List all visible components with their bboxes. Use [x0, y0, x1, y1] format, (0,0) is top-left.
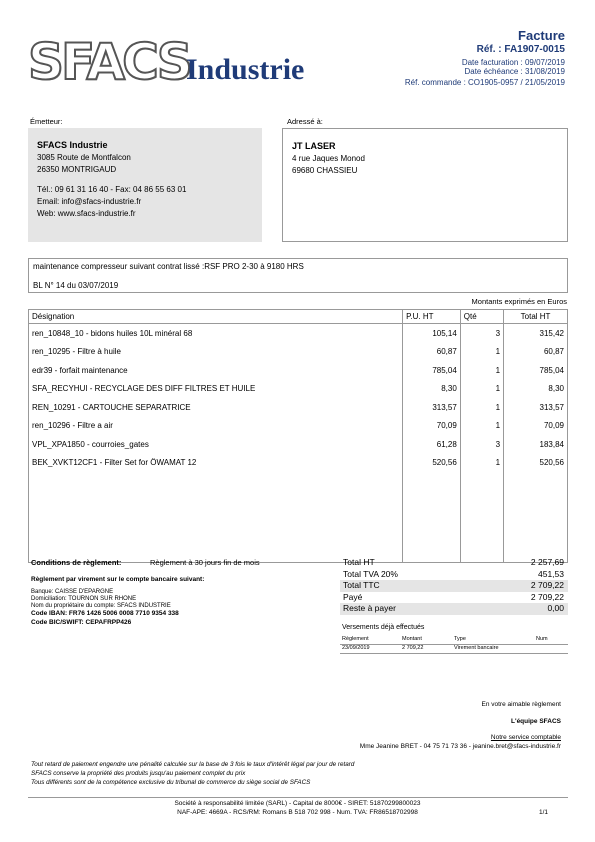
cell-unit-price: 8,30	[403, 380, 461, 399]
cell-qty: 3	[460, 435, 503, 454]
bank-domiciliation: Domiciliation: TOURNON SUR RHONE	[31, 596, 137, 602]
cell-total: 313,57	[504, 398, 568, 417]
sender-address1: 3085 Route de Montfalcon	[37, 153, 131, 162]
order-ref: Réf. commande : CO1905-0957 / 21/05/2019	[404, 78, 565, 87]
header-qty: Qté	[460, 310, 503, 324]
accounting-service: Notre service comptable	[490, 734, 561, 741]
total-tva-label: Total TVA 20%	[343, 568, 398, 579]
total-tva-value: 451,53	[538, 568, 564, 579]
cell-designation: VPL_XPA1850 - courroies_gates	[29, 435, 403, 454]
payment-terms-value: Règlement à 30 jours fin de mois	[150, 558, 260, 567]
recipient-address1: 4 rue Jaques Monod	[292, 154, 365, 163]
sender-box	[28, 128, 262, 242]
payments-title: Versements déjà effectués	[342, 624, 425, 631]
cell-designation: edr39 - forfait maintenance	[29, 361, 403, 380]
description-line2: BL N° 14 du 03/07/2019	[33, 281, 119, 290]
cell-qty: 1	[460, 398, 503, 417]
cell-total: 183,84	[504, 435, 568, 454]
paid-label: Payé	[343, 591, 363, 602]
total-tva-row	[340, 569, 568, 581]
cell-qty: 1	[460, 454, 503, 473]
cell-designation: ren_10848_10 - bidons huiles 10L minéral 68	[29, 324, 403, 343]
payments-col-type: Type	[454, 636, 466, 642]
cell-total: 520,56	[504, 454, 568, 473]
bic: Code BIC/SWIFT: CEPAFRPP426	[31, 619, 132, 626]
payment-date: 23/09/2019	[342, 645, 370, 651]
currency-note: Montants exprimés en Euros	[471, 297, 567, 306]
table-row	[29, 324, 568, 343]
cell-qty: 1	[460, 380, 503, 399]
legal-line1: Tout retard de paiement engendre une pénalité calculée sur la base de 3 fois le taux d'intérêt légal par jour de retard	[31, 761, 355, 768]
legal-line3: Tous différents sont de la compétence exclusive du tribunal de commerce du siège social de SFACS	[31, 779, 311, 786]
table-row	[29, 343, 568, 362]
cell-designation: REN_10291 - CARTOUCHE SEPARATRICE	[29, 398, 403, 417]
recipient-address2: 69680 CHASSIEU	[292, 166, 358, 175]
cell-total: 8,30	[504, 380, 568, 399]
invoice-description	[28, 258, 568, 293]
paid-row	[340, 592, 568, 604]
due-date: Date échéance : 31/08/2019	[464, 67, 565, 76]
cell-total: 60,87	[504, 343, 568, 362]
table-header-row	[29, 310, 568, 324]
closing-greeting: En votre aimable règlement	[481, 701, 561, 708]
payments-col-montant: Montant	[402, 636, 422, 642]
account-owner: Nom du propriétaire du compte: SFACS INDUSTRIE	[31, 603, 171, 609]
recipient-label: Adressé à:	[287, 117, 323, 126]
paid-value: 2 709,22	[530, 591, 564, 602]
cell-total: 70,09	[504, 417, 568, 436]
total-ht-row	[340, 557, 568, 569]
table-row	[29, 380, 568, 399]
sender-name: SFACS Industrie	[37, 140, 108, 150]
sender-address2: 26350 MONTRIGAUD	[37, 165, 117, 174]
iban: Code IBAN: FR76 1426 5006 0008 7710 9354 338	[31, 610, 179, 617]
header-unit-price: P.U. HT	[403, 310, 461, 324]
description-line1: maintenance compresseur suivant contrat lissé :RSF PRO 2-30 à 9180 HRS	[33, 262, 304, 271]
cell-qty: 3	[460, 324, 503, 343]
cell-qty: 1	[460, 361, 503, 380]
cell-unit-price: 60,87	[403, 343, 461, 362]
total-ttc-row	[340, 580, 568, 592]
payments-header	[340, 636, 568, 645]
total-ht-label: Total HT	[343, 557, 375, 567]
table-row	[29, 454, 568, 473]
cell-total: 785,04	[504, 361, 568, 380]
accounting-contact[interactable]: Mme Jeanine BRET - 04 75 71 73 36 - jeanine.bret@sfacs-industrie.fr	[359, 743, 561, 750]
total-ttc-value: 2 709,22	[530, 580, 564, 590]
table-row	[29, 417, 568, 436]
cell-unit-price: 70,09	[403, 417, 461, 436]
bank-transfer-title: Règlement par virement sur le compte bancaire suivant:	[31, 576, 205, 583]
document-title: Facture	[518, 28, 565, 43]
sender-email[interactable]: Email: info@sfacs-industrie.fr	[37, 197, 142, 206]
logo-subtitle: Industrie	[186, 53, 305, 86]
payments-col-reglement: Règlement	[342, 636, 369, 642]
cell-unit-price: 785,04	[403, 361, 461, 380]
payments-col-num: Num	[536, 636, 548, 642]
cell-qty: 1	[460, 343, 503, 362]
remaining-label: Reste à payer	[343, 603, 396, 613]
remaining-value: 0,00	[547, 603, 564, 613]
payment-amount: 2 709,22	[402, 645, 424, 651]
logo-brand: SFACS	[28, 33, 190, 91]
payments-row	[340, 645, 568, 654]
payment-terms-label: Conditions de règlement:	[31, 558, 122, 567]
footer-line2: NAF-APE: 4669A - RCS/RM: Romans B 518 702 998 - Num. TVA: FR86518702998	[177, 809, 418, 816]
items-table	[28, 309, 568, 563]
footer-line1: Société à responsabilité limitée (SARL) - Capital de 8000€ - SIRET: 51870299800023	[174, 800, 421, 807]
table-row	[29, 435, 568, 454]
cell-unit-price: 313,57	[403, 398, 461, 417]
remaining-row	[340, 603, 568, 615]
table-filler-row	[29, 472, 568, 563]
cell-designation: ren_10296 - Filtre a air	[29, 417, 403, 436]
header-total: Total HT	[504, 310, 568, 324]
table-row	[29, 398, 568, 417]
invoice-date: Date facturation : 09/07/2019	[461, 58, 565, 67]
header-designation: Désignation	[29, 310, 403, 324]
cell-unit-price: 520,56	[403, 454, 461, 473]
payment-type: Virement bancaire	[454, 645, 499, 651]
total-ht-value: 2 257,69	[530, 557, 564, 567]
invoice-ref: Réf. : FA1907-0015	[476, 44, 565, 55]
cell-unit-price: 105,14	[403, 324, 461, 343]
company-logo	[28, 34, 318, 90]
sender-web[interactable]: Web: www.sfacs-industrie.fr	[37, 209, 136, 218]
cell-qty: 1	[460, 417, 503, 436]
recipient-name: JT LASER	[292, 141, 336, 151]
recipient-box	[282, 128, 568, 242]
footer-divider	[28, 797, 568, 798]
total-ttc-label: Total TTC	[343, 580, 380, 590]
sender-phone: Tél.: 09 61 31 16 40 - Fax: 04 86 55 63 01	[37, 185, 187, 194]
cell-unit-price: 61,28	[403, 435, 461, 454]
bank-name: Banque: CAISSE D'EPARGNE	[31, 589, 114, 595]
cell-designation: ren_10295 - Filtre à huile	[29, 343, 403, 362]
sender-label: Émetteur:	[30, 117, 63, 126]
cell-designation: BEK_XVKT12CF1 - Filter Set for ÖWAMAT 12	[29, 454, 403, 473]
cell-total: 315,42	[504, 324, 568, 343]
cell-designation: SFA_RECYHUI - RECYCLAGE DES DIFF FILTRES ET HUILE	[29, 380, 403, 399]
legal-line2: SFACS conserve la propriété des produits jusqu'au paiement complet du prix	[31, 770, 246, 777]
page-number: 1/1	[538, 809, 548, 816]
table-row	[29, 361, 568, 380]
closing-team: L'équipe SFACS	[511, 718, 561, 725]
